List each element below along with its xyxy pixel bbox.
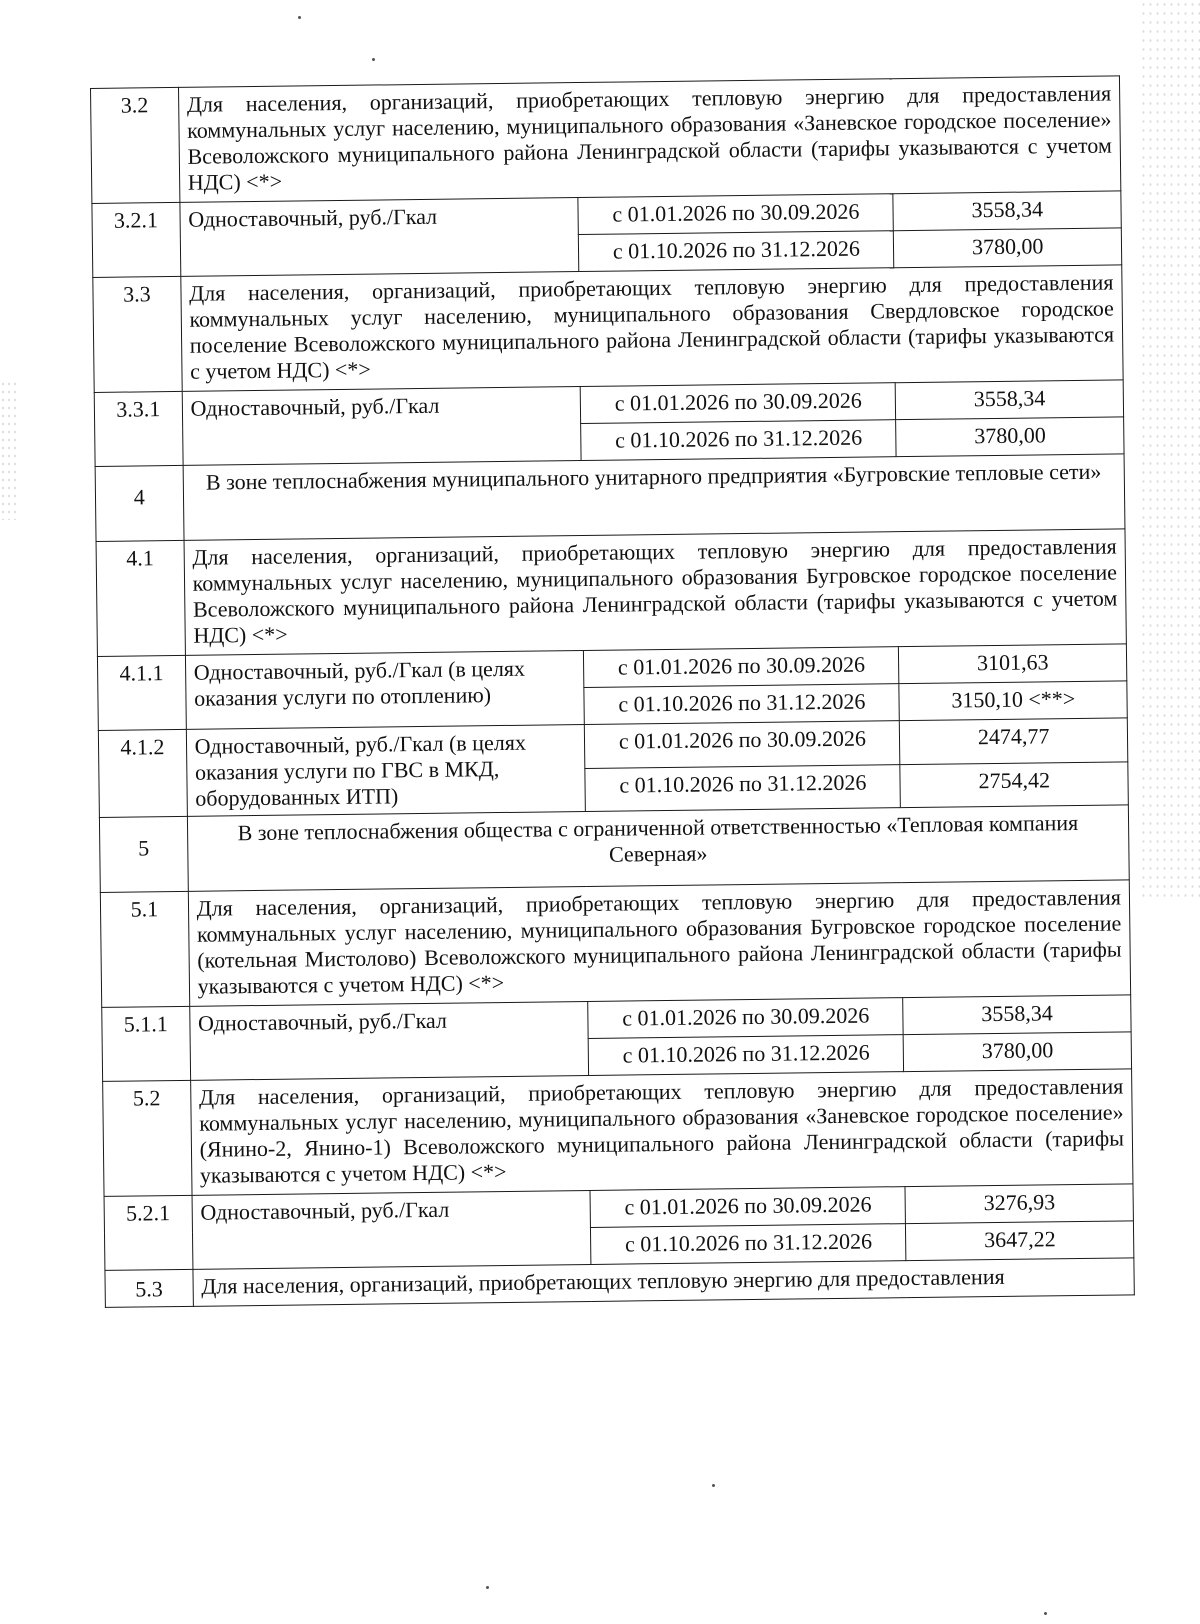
tariff-period: с 01.01.2026 по 30.09.2026: [588, 998, 904, 1039]
scan-speck: [486, 1586, 489, 1589]
tariff-price: 3780,00: [896, 417, 1124, 457]
tariff-price: 3276,93: [905, 1184, 1133, 1224]
row-description: Для населения, организаций, приобретающих тепловую энергию для предоставления коммунальных услуг населению, муниципального образования «Заневское городское поселение» Всеволожского муниципального района Ленинградской области (тарифы указываются с учетом НДС) <*>: [178, 76, 1121, 202]
tariff-price: 3101,63: [899, 644, 1127, 684]
tariff-period: с 01.01.2026 по 30.09.2026: [584, 647, 900, 688]
row-number: 5: [99, 816, 188, 892]
tariff-price: 2754,42: [900, 761, 1128, 807]
zone-heading: В зоне теплоснабжения общества с ограниченной ответственностью «Тепловая компания Северная»: [187, 805, 1129, 891]
zone-heading: В зоне теплоснабжения муниципального унитарного предприятия «Бугровские тепловые сети»: [183, 454, 1125, 540]
scan-speck: [372, 58, 375, 61]
table-row: [103, 1069, 1133, 1197]
row-number: 5.3: [105, 1269, 193, 1307]
tariff-price: 3780,00: [894, 228, 1122, 268]
tariff-price: 2474,77: [900, 718, 1128, 764]
scan-edge-noise: [1140, 0, 1200, 900]
rate-type: Одноставочный, руб./Гкал: [189, 1001, 589, 1080]
row-number: 4.1: [96, 540, 185, 656]
rate-type: Одноставочный, руб./Гкал (в целях оказания услуги по ГВС в МКД, оборудованных ИТП): [186, 725, 586, 817]
tariff-period: с 01.01.2026 по 30.09.2026: [585, 721, 901, 768]
table-row: [91, 76, 1121, 204]
table-row: [99, 805, 1129, 893]
tariff-period: с 01.10.2026 по 31.12.2026: [591, 1224, 907, 1265]
tariff-period: с 01.10.2026 по 31.12.2026: [579, 231, 895, 272]
rate-type: Одноставочный, руб./Гкал: [192, 1190, 592, 1269]
scan-speck: [298, 16, 301, 19]
tariff-price: 3558,34: [903, 995, 1131, 1035]
row-number: 3.3.1: [94, 391, 183, 466]
row-number: 4: [95, 465, 184, 541]
tariff-price: 3647,22: [906, 1221, 1134, 1261]
row-number: 4.1.1: [97, 655, 186, 730]
table-row: [100, 880, 1130, 1008]
table-row: [95, 454, 1125, 542]
row-description: Для населения, организаций, приобретающих тепловую энергию для предоставления коммунальных услуг населению, муниципального образования Свердловское городское поселение Всеволожского муниципального района Ленинградской области (тарифы указываются с учетом НДС) <*>: [180, 265, 1123, 391]
row-number: 5.2.1: [104, 1195, 193, 1270]
table-row: [93, 265, 1123, 393]
scan-speck: [1044, 1612, 1047, 1615]
table-row: [96, 529, 1126, 657]
tariff-price: 3558,34: [896, 380, 1124, 420]
rate-type: Одноставочный, руб./Гкал (в целях оказания услуги по отоплению): [185, 651, 585, 730]
tariff-period: с 01.10.2026 по 31.12.2026: [584, 684, 900, 725]
tariff-period: с 01.01.2026 по 30.09.2026: [580, 383, 896, 424]
tariff-price: 3558,34: [893, 191, 1121, 231]
row-description: Для населения, организаций, приобретающих тепловую энергию для предоставления: [193, 1258, 1135, 1306]
row-description: Для населения, организаций, приобретающих тепловую энергию для предоставления коммунальных услуг населению, муниципального образования «Заневское городское поселение» (Янино-2, Янино-1) Всеволожского муниципального района Ленинградской области (тарифы указываются с учетом НДС) <*>: [190, 1069, 1133, 1195]
row-number: 3.2: [91, 87, 180, 203]
tariff-period: с 01.01.2026 по 30.09.2026: [578, 194, 894, 235]
tariff-table: [90, 75, 1135, 1307]
rate-type: Одноставочный, руб./Гкал: [180, 198, 580, 277]
row-number: 4.1.2: [98, 729, 187, 817]
row-number: 5.1.1: [102, 1006, 191, 1081]
row-number: 3.3: [93, 276, 182, 392]
scan-edge-noise-left: [0, 380, 20, 520]
tariff-period: с 01.01.2026 по 30.09.2026: [590, 1187, 906, 1228]
tariff-price: 3780,00: [904, 1032, 1132, 1072]
tariff-price: 3150,10 <**>: [899, 681, 1127, 721]
row-description: Для населения, организаций, приобретающих тепловую энергию для предоставления коммунальных услуг населению, муниципального образования Бугровское городское поселение (котельная Мистолово) Всеволожского муниципального района Ленинградской области (тарифы указываются с учетом НДС) <*>: [188, 880, 1131, 1006]
row-description: Для населения, организаций, приобретающих тепловую энергию для предоставления коммунальных услуг населению, муниципального образования Бугровское городское поселение Всеволожского муниципального района Ленинградской области (тарифы указываются с учетом НДС) <*>: [184, 529, 1127, 655]
tariff-period: с 01.10.2026 по 31.12.2026: [581, 420, 897, 461]
tariff-period: с 01.10.2026 по 31.12.2026: [585, 764, 901, 811]
row-number: 5.2: [103, 1080, 192, 1196]
tariff-period: с 01.10.2026 по 31.12.2026: [588, 1035, 904, 1076]
rate-type: Одноставочный, руб./Гкал: [182, 387, 582, 466]
row-number: 3.2.1: [92, 202, 181, 277]
scan-speck: [712, 1484, 715, 1487]
row-number: 5.1: [100, 891, 189, 1007]
